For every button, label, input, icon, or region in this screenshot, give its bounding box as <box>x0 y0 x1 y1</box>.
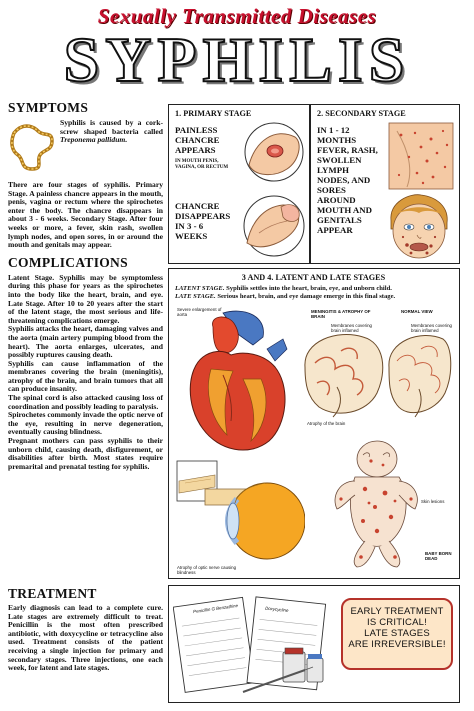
treatment-body: Early diagnosis can lead to a complete cure. Late stages are extremely difficult to treat. Penicillin is the most often prescribed antibiotic, with doxycycline or tetracycline also used. Treatment consists of the patient receiving a single injection for primary and secondary stages. Three injections, one each week, for latent and late stages. <box>8 603 163 673</box>
latent-late-title: 3 AND 4. LATENT AND LATE STAGES <box>241 273 386 282</box>
sign-line: LATE STAGES <box>364 628 430 639</box>
sign-line: IS CRITICAL! <box>367 617 427 628</box>
spirochete-icon <box>8 121 58 173</box>
complications-paragraph: Syphilis attacks the heart, damaging valves and the aorta (main artery pumping blood from the heart). The aorta enlarges, ulcerates, and possibly ruptures causing death. <box>8 324 163 360</box>
treatment-section <box>8 586 163 673</box>
brain-atrophy-label: Atrophy of the brain <box>307 421 346 426</box>
complications-paragraph: Spirochetes commonly invade the optic nerve of the eye, resulting in nerve degeneration, eventually causing blindness. <box>8 410 163 437</box>
symptoms-intro-block <box>8 119 163 179</box>
healed-illustration <box>241 193 307 259</box>
symptoms-heading: SYMPTOMS <box>8 100 89 115</box>
chancre-illustration <box>241 121 307 183</box>
optic-atrophy-label: Atrophy of optic nerve causing blindness <box>177 565 237 575</box>
early-treatment-sign <box>341 598 453 670</box>
chancre-location-label: IN MOUTH PENIS, VAGINA, OR RECTUM <box>175 159 229 170</box>
secondary-stage-panel <box>310 104 460 264</box>
symptoms-species: Treponema pallidum. <box>60 135 128 145</box>
membranes-inflamed-label: Membranes covering brain inflamed <box>331 323 372 333</box>
symptoms-intro <box>60 119 163 145</box>
latent-stage-text: Syphilis settles into the heart, brain, eye, and unborn child. <box>224 285 392 292</box>
heart-illustration <box>183 309 293 459</box>
late-stage-label: LATE STAGE. <box>175 292 216 300</box>
membranes-normal-label: Membranes covering brain inflamed <box>411 323 452 333</box>
primary-stage-title: 1. PRIMARY STAGE <box>175 109 252 118</box>
latent-late-panel <box>168 268 460 579</box>
eye-illustration <box>175 459 305 569</box>
sign-line: EARLY TREATMENT <box>350 606 444 617</box>
latent-late-description <box>175 285 455 300</box>
brain-illustration <box>297 327 453 427</box>
rx2-drug-name: Doxycycline <box>264 605 289 614</box>
complications-paragraph: Pregnant mothers can pass syphilis to their unborn child, causing death, disfigurement, or disabilities after birth. Most states require premarital and prenatal testing for syphilis. <box>8 436 163 471</box>
skin-rash-illustration <box>387 121 455 191</box>
baby-born-dead-label: BABY BORN DEAD <box>425 551 452 561</box>
complications-heading: COMPLICATIONS <box>8 254 128 270</box>
treatment-panel <box>168 585 460 703</box>
chancre-disappears-label: CHANCRE DISAPPEARS IN 3 - 6 WEEKS <box>175 201 231 241</box>
treatment-heading: TREATMENT <box>8 586 97 601</box>
child-face-illustration <box>381 191 457 261</box>
primary-stage-panel <box>168 104 310 264</box>
poster-title: SYPHILIS <box>63 24 411 95</box>
skin-lesions-label: Skin lesions <box>421 499 445 504</box>
secondary-stage-title: 2. SECONDARY STAGE <box>317 109 406 118</box>
left-column <box>8 100 163 471</box>
normal-view-label: NORMAL VIEW <box>401 309 433 314</box>
secondary-stage-text: IN 1 - 12 MONTHS FEVER, RASH, SWOLLEN LYMPH NODES, AND SORES AROUND MOUTH AND GENITALS APPEAR <box>317 125 378 235</box>
rx1-drug-name: Penicillin G Benzathine <box>192 602 239 615</box>
aorta-label: Severe enlargement of aorta <box>177 307 222 317</box>
sign-line: ARE IRREVERSIBLE! <box>348 639 446 650</box>
complications-paragraph: Syphilis can cause inflammation of the membranes covering the brain (meningitis), atrophy of the brain, and brain tumors that all can produce insanity. <box>8 358 163 394</box>
latent-stage-label: LATENT STAGE. <box>175 285 225 292</box>
complications-paragraph: Latent Stage. Syphilis may be symptomless during this phase for years as the spirochetes into the body like the heart, brain, and eye. Late Stage. After 10 to 20 years after the start of the latent stage, the most serious and life-threatening complications emerge. <box>8 272 163 325</box>
complications-paragraph: The spinal cord is also attacked causing loss of coordination and possibly leading to paralysis. <box>8 393 163 411</box>
meningitis-label: MENINGITIS & ATROPHY OF BRAIN <box>311 309 371 319</box>
complications-body <box>8 274 163 472</box>
chancre-appears-label: PAINLESS CHANCRE APPEARS <box>175 125 220 155</box>
symptoms-intro-text: Syphilis is caused by a cork-screw shaped bacteria called <box>60 118 163 136</box>
poster-kicker: Sexually Transmitted Diseases <box>97 4 377 28</box>
late-stage-text: Serious heart, brain, and eye damage emerge in this final stage. <box>215 292 396 300</box>
symptoms-body: There are four stages of syphilis. Primary Stage. A painless chancre appears in the mouth, penis, vagina or rectum where the spirochetes enter the body. The chancre disappears in about 3 - 6 weeks. Secondary Stage. After four weeks or more, a fever, skin rash, swollen lymph nodes, and open sores, in or around the mouth and genitals may appear. <box>8 180 163 250</box>
infant-illustration <box>325 437 431 571</box>
